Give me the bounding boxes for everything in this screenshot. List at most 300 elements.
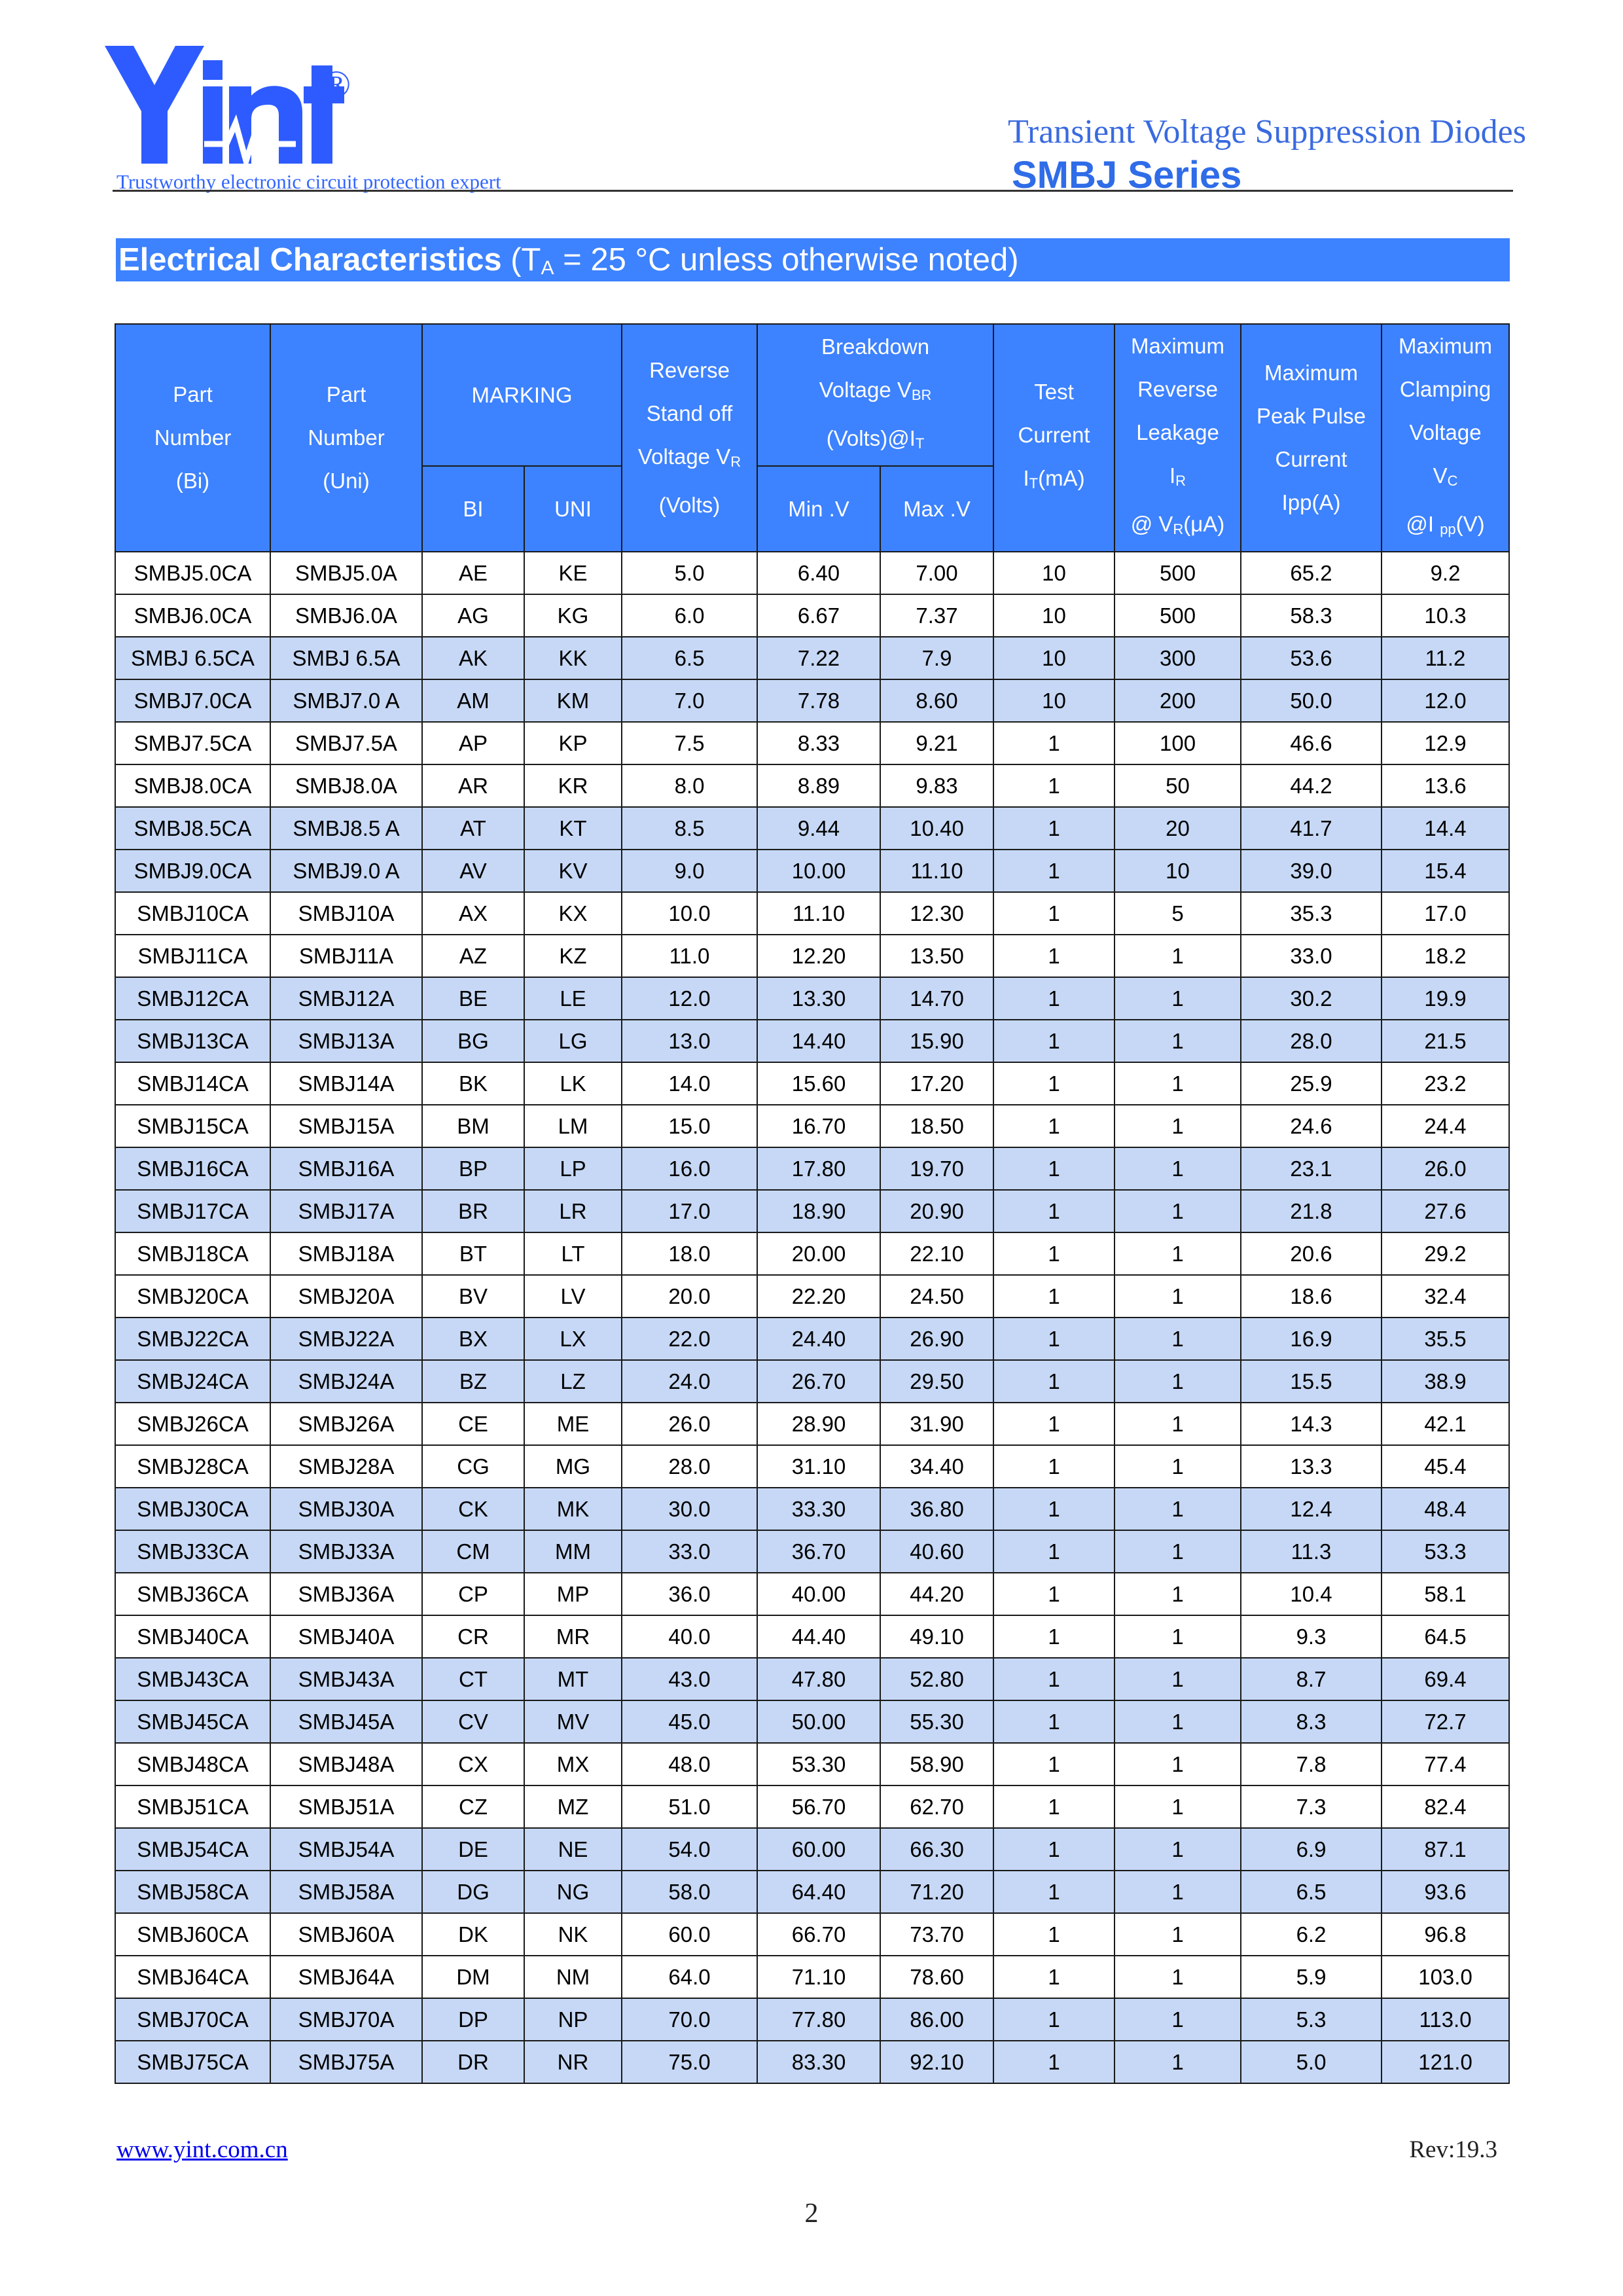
- cell-vc: 11.2: [1382, 637, 1509, 679]
- cell-vbr-min: 40.00: [757, 1573, 880, 1615]
- cell-vbr-min: 31.10: [757, 1445, 880, 1488]
- cell-ir: 1: [1115, 1871, 1241, 1913]
- section-condition-close: = 25 °C unless otherwise noted): [554, 242, 1019, 278]
- cell-vbr-min: 8.89: [757, 764, 880, 807]
- cell-part-uni: SMBJ18A: [270, 1232, 422, 1275]
- electrical-characteristics-table: [115, 323, 1510, 2084]
- cell-marking-bi: DK: [422, 1913, 524, 1956]
- cell-part-bi: SMBJ45CA: [115, 1700, 270, 1743]
- cell-vbr-max: 11.10: [880, 850, 993, 892]
- cell-vc: 10.3: [1382, 594, 1509, 637]
- col-header-peak-pulse-current: Maximum Peak Pulse Current Ipp(A): [1241, 324, 1382, 552]
- cell-it: 1: [993, 1530, 1115, 1573]
- cell-vbr-max: 14.70: [880, 977, 993, 1020]
- cell-marking-uni: NK: [524, 1913, 622, 1956]
- cell-ir: 1: [1115, 2041, 1241, 2083]
- cell-vr: 8.0: [622, 764, 757, 807]
- cell-vr: 17.0: [622, 1190, 757, 1232]
- cell-vr: 16.0: [622, 1147, 757, 1190]
- cell-ir: 1: [1115, 1232, 1241, 1275]
- cell-part-bi: SMBJ15CA: [115, 1105, 270, 1147]
- cell-it: 1: [993, 1998, 1115, 2041]
- cell-part-uni: SMBJ16A: [270, 1147, 422, 1190]
- cell-marking-uni: KX: [524, 892, 622, 935]
- cell-vr: 5.0: [622, 552, 757, 594]
- cell-ir: 500: [1115, 552, 1241, 594]
- cell-vbr-max: 78.60: [880, 1956, 993, 1998]
- cell-part-uni: SMBJ15A: [270, 1105, 422, 1147]
- cell-ir: 1: [1115, 1403, 1241, 1445]
- cell-vbr-max: 24.50: [880, 1275, 993, 1318]
- cell-marking-uni: MX: [524, 1743, 622, 1785]
- cell-vc: 29.2: [1382, 1232, 1509, 1275]
- cell-vbr-max: 15.90: [880, 1020, 993, 1062]
- document-title: Transient Voltage Suppression Diodes: [1007, 113, 1526, 151]
- cell-part-bi: SMBJ8.5CA: [115, 807, 270, 850]
- cell-part-bi: SMBJ22CA: [115, 1318, 270, 1360]
- cell-vc: 26.0: [1382, 1147, 1509, 1190]
- cell-it: 1: [993, 1190, 1115, 1232]
- cell-vc: 32.4: [1382, 1275, 1509, 1318]
- cell-ipp: 11.3: [1241, 1530, 1382, 1573]
- cell-marking-uni: KR: [524, 764, 622, 807]
- cell-vbr-max: 52.80: [880, 1658, 993, 1700]
- cell-vbr-max: 66.30: [880, 1828, 993, 1871]
- cell-part-uni: SMBJ24A: [270, 1360, 422, 1403]
- cell-ipp: 65.2: [1241, 552, 1382, 594]
- cell-ipp: 13.3: [1241, 1445, 1382, 1488]
- cell-part-bi: SMBJ13CA: [115, 1020, 270, 1062]
- cell-it: 1: [993, 1062, 1115, 1105]
- cell-part-uni: SMBJ11A: [270, 935, 422, 977]
- cell-it: 10: [993, 552, 1115, 594]
- cell-ipp: 8.3: [1241, 1700, 1382, 1743]
- table-row: [115, 1275, 1509, 1318]
- cell-vbr-min: 66.70: [757, 1913, 880, 1956]
- cell-marking-uni: NP: [524, 1998, 622, 2041]
- cell-vr: 13.0: [622, 1020, 757, 1062]
- cell-vbr-max: 18.50: [880, 1105, 993, 1147]
- cell-vbr-max: 40.60: [880, 1530, 993, 1573]
- cell-vbr-min: 17.80: [757, 1147, 880, 1190]
- cell-marking-bi: CE: [422, 1403, 524, 1445]
- cell-vc: 96.8: [1382, 1913, 1509, 1956]
- table-row: [115, 1658, 1509, 1700]
- cell-it: 1: [993, 2041, 1115, 2083]
- cell-marking-uni: NM: [524, 1956, 622, 1998]
- cell-ipp: 33.0: [1241, 935, 1382, 977]
- cell-part-uni: SMBJ9.0 A: [270, 850, 422, 892]
- section-condition-open: (T: [501, 242, 541, 278]
- cell-marking-uni: KZ: [524, 935, 622, 977]
- cell-it: 1: [993, 1105, 1115, 1147]
- cell-ipp: 21.8: [1241, 1190, 1382, 1232]
- website-link[interactable]: www.yint.com.cn: [116, 2136, 288, 2163]
- cell-vr: 14.0: [622, 1062, 757, 1105]
- cell-part-bi: SMBJ60CA: [115, 1913, 270, 1956]
- cell-marking-uni: LK: [524, 1062, 622, 1105]
- cell-part-uni: SMBJ20A: [270, 1275, 422, 1318]
- cell-vc: 64.5: [1382, 1615, 1509, 1658]
- cell-vc: 53.3: [1382, 1530, 1509, 1573]
- cell-part-uni: SMBJ6.0A: [270, 594, 422, 637]
- cell-vr: 48.0: [622, 1743, 757, 1785]
- table-row: [115, 1488, 1509, 1530]
- cell-it: 1: [993, 1956, 1115, 1998]
- cell-ir: 1: [1115, 1488, 1241, 1530]
- cell-vbr-min: 33.30: [757, 1488, 880, 1530]
- table-row: [115, 1956, 1509, 1998]
- cell-vr: 60.0: [622, 1913, 757, 1956]
- cell-ir: 1: [1115, 1360, 1241, 1403]
- cell-vc: 72.7: [1382, 1700, 1509, 1743]
- cell-ir: 20: [1115, 807, 1241, 850]
- cell-marking-uni: ME: [524, 1403, 622, 1445]
- cell-vr: 33.0: [622, 1530, 757, 1573]
- cell-vbr-min: 53.30: [757, 1743, 880, 1785]
- cell-marking-bi: DM: [422, 1956, 524, 1998]
- cell-vbr-min: 6.67: [757, 594, 880, 637]
- cell-marking-bi: CR: [422, 1615, 524, 1658]
- cell-it: 1: [993, 1147, 1115, 1190]
- cell-vc: 27.6: [1382, 1190, 1509, 1232]
- cell-vr: 15.0: [622, 1105, 757, 1147]
- cell-vc: 45.4: [1382, 1445, 1509, 1488]
- table-row: [115, 1530, 1509, 1573]
- cell-marking-bi: BR: [422, 1190, 524, 1232]
- cell-vbr-max: 9.83: [880, 764, 993, 807]
- cell-marking-bi: DE: [422, 1828, 524, 1871]
- cell-it: 1: [993, 1700, 1115, 1743]
- cell-vr: 40.0: [622, 1615, 757, 1658]
- cell-vbr-max: 19.70: [880, 1147, 993, 1190]
- cell-part-uni: SMBJ75A: [270, 2041, 422, 2083]
- cell-part-uni: SMBJ 6.5A: [270, 637, 422, 679]
- cell-marking-bi: BG: [422, 1020, 524, 1062]
- cell-it: 1: [993, 722, 1115, 764]
- cell-ipp: 25.9: [1241, 1062, 1382, 1105]
- cell-vbr-min: 12.20: [757, 935, 880, 977]
- cell-ir: 1: [1115, 1956, 1241, 1998]
- cell-it: 1: [993, 1785, 1115, 1828]
- cell-vr: 8.5: [622, 807, 757, 850]
- cell-vbr-min: 36.70: [757, 1530, 880, 1573]
- cell-vbr-min: 50.00: [757, 1700, 880, 1743]
- cell-part-bi: SMBJ26CA: [115, 1403, 270, 1445]
- cell-vc: 21.5: [1382, 1020, 1509, 1062]
- cell-marking-bi: CG: [422, 1445, 524, 1488]
- cell-vbr-min: 64.40: [757, 1871, 880, 1913]
- cell-ir: 1: [1115, 1318, 1241, 1360]
- series-name: SMBJ Series: [1012, 154, 1242, 196]
- cell-it: 1: [993, 1615, 1115, 1658]
- cell-vr: 7.5: [622, 722, 757, 764]
- cell-part-uni: SMBJ7.0 A: [270, 679, 422, 722]
- col-header-clamping-voltage: Maximum Clamping Voltage $V_C$ @I $_{pp}$(V): [1382, 324, 1509, 552]
- cell-marking-bi: BV: [422, 1275, 524, 1318]
- cell-marking-bi: AZ: [422, 935, 524, 977]
- cell-vr: 75.0: [622, 2041, 757, 2083]
- cell-vbr-max: 26.90: [880, 1318, 993, 1360]
- cell-it: 1: [993, 807, 1115, 850]
- cell-it: 1: [993, 1573, 1115, 1615]
- registered-mark: ®: [322, 63, 351, 105]
- cell-ipp: 6.2: [1241, 1913, 1382, 1956]
- cell-vbr-max: 31.90: [880, 1403, 993, 1445]
- cell-vbr-max: 29.50: [880, 1360, 993, 1403]
- table-row: [115, 1020, 1509, 1062]
- cell-vbr-min: 77.80: [757, 1998, 880, 2041]
- cell-vbr-min: 10.00: [757, 850, 880, 892]
- cell-ir: 1: [1115, 1275, 1241, 1318]
- cell-it: 1: [993, 1743, 1115, 1785]
- cell-part-bi: SMBJ8.0CA: [115, 764, 270, 807]
- cell-vbr-min: 83.30: [757, 2041, 880, 2083]
- cell-marking-uni: NG: [524, 1871, 622, 1913]
- cell-ir: 1: [1115, 1785, 1241, 1828]
- col-header-vbr-max: Max .V: [880, 466, 993, 552]
- cell-ipp: 5.3: [1241, 1998, 1382, 2041]
- cell-marking-bi: BX: [422, 1318, 524, 1360]
- cell-vc: 14.4: [1382, 807, 1509, 850]
- cell-vbr-max: 7.37: [880, 594, 993, 637]
- cell-vbr-max: 36.80: [880, 1488, 993, 1530]
- table-row: [115, 679, 1509, 722]
- cell-vbr-min: 7.78: [757, 679, 880, 722]
- section-title: Electrical Characteristics: [118, 242, 502, 278]
- table-row: [115, 807, 1509, 850]
- table-row: [115, 1615, 1509, 1658]
- cell-part-bi: SMBJ5.0CA: [115, 552, 270, 594]
- cell-ir: 200: [1115, 679, 1241, 722]
- cell-part-uni: SMBJ26A: [270, 1403, 422, 1445]
- cell-marking-uni: MV: [524, 1700, 622, 1743]
- cell-vr: 70.0: [622, 1998, 757, 2041]
- cell-ipp: 41.7: [1241, 807, 1382, 850]
- cell-ir: 1: [1115, 1828, 1241, 1871]
- cell-marking-bi: BE: [422, 977, 524, 1020]
- table-row: [115, 1743, 1509, 1785]
- cell-part-uni: SMBJ14A: [270, 1062, 422, 1105]
- cell-vc: 24.4: [1382, 1105, 1509, 1147]
- cell-vbr-min: 71.10: [757, 1956, 880, 1998]
- cell-vc: 77.4: [1382, 1743, 1509, 1785]
- cell-ipp: 12.4: [1241, 1488, 1382, 1530]
- cell-vr: 54.0: [622, 1828, 757, 1871]
- cell-part-uni: SMBJ43A: [270, 1658, 422, 1700]
- cell-part-bi: SMBJ36CA: [115, 1573, 270, 1615]
- table-row: [115, 1913, 1509, 1956]
- cell-vr: 20.0: [622, 1275, 757, 1318]
- cell-part-uni: SMBJ12A: [270, 977, 422, 1020]
- table-row: [115, 935, 1509, 977]
- table-row: [115, 1828, 1509, 1871]
- cell-vr: 7.0: [622, 679, 757, 722]
- cell-marking-uni: LE: [524, 977, 622, 1020]
- cell-marking-uni: MG: [524, 1445, 622, 1488]
- cell-it: 1: [993, 892, 1115, 935]
- table-row: [115, 850, 1509, 892]
- cell-part-uni: SMBJ36A: [270, 1573, 422, 1615]
- cell-vr: 28.0: [622, 1445, 757, 1488]
- cell-part-uni: SMBJ40A: [270, 1615, 422, 1658]
- cell-part-uni: SMBJ30A: [270, 1488, 422, 1530]
- table-body: [115, 552, 1509, 2083]
- cell-ipp: 6.9: [1241, 1828, 1382, 1871]
- cell-marking-bi: CV: [422, 1700, 524, 1743]
- cell-vbr-min: 22.20: [757, 1275, 880, 1318]
- cell-part-uni: SMBJ51A: [270, 1785, 422, 1828]
- cell-part-bi: SMBJ58CA: [115, 1871, 270, 1913]
- cell-ir: 1: [1115, 1700, 1241, 1743]
- cell-vc: 35.5: [1382, 1318, 1509, 1360]
- table-row: [115, 722, 1509, 764]
- cell-vc: 87.1: [1382, 1828, 1509, 1871]
- cell-marking-bi: CK: [422, 1488, 524, 1530]
- cell-marking-bi: AV: [422, 850, 524, 892]
- cell-part-bi: SMBJ70CA: [115, 1998, 270, 2041]
- revision-label: Rev:19.3: [1409, 2136, 1497, 2163]
- cell-vbr-min: 24.40: [757, 1318, 880, 1360]
- cell-vbr-min: 11.10: [757, 892, 880, 935]
- cell-it: 10: [993, 637, 1115, 679]
- cell-ipp: 16.9: [1241, 1318, 1382, 1360]
- cell-it: 10: [993, 594, 1115, 637]
- table-row: [115, 764, 1509, 807]
- cell-vr: 12.0: [622, 977, 757, 1020]
- cell-ir: 1: [1115, 977, 1241, 1020]
- cell-ipp: 23.1: [1241, 1147, 1382, 1190]
- cell-part-bi: SMBJ9.0CA: [115, 850, 270, 892]
- table-row: [115, 1232, 1509, 1275]
- col-header-part-uni: Part Number (Uni): [270, 324, 422, 552]
- cell-vbr-max: 73.70: [880, 1913, 993, 1956]
- table-row: [115, 552, 1509, 594]
- cell-marking-uni: LP: [524, 1147, 622, 1190]
- cell-vbr-max: 44.20: [880, 1573, 993, 1615]
- cell-part-bi: SMBJ18CA: [115, 1232, 270, 1275]
- cell-ir: 1: [1115, 1062, 1241, 1105]
- cell-ir: 1: [1115, 1743, 1241, 1785]
- col-header-marking: MARKING: [422, 324, 622, 466]
- cell-marking-uni: MZ: [524, 1785, 622, 1828]
- cell-marking-bi: CX: [422, 1743, 524, 1785]
- cell-vr: 6.5: [622, 637, 757, 679]
- table-row: [115, 1318, 1509, 1360]
- cell-ir: 1: [1115, 1147, 1241, 1190]
- cell-vbr-min: 14.40: [757, 1020, 880, 1062]
- cell-ipp: 10.4: [1241, 1573, 1382, 1615]
- table-row: [115, 1147, 1509, 1190]
- cell-it: 1: [993, 1275, 1115, 1318]
- cell-it: 1: [993, 1445, 1115, 1488]
- cell-vc: 23.2: [1382, 1062, 1509, 1105]
- cell-marking-uni: LT: [524, 1232, 622, 1275]
- cell-marking-uni: LZ: [524, 1360, 622, 1403]
- cell-ir: 1: [1115, 1020, 1241, 1062]
- cell-vbr-max: 9.21: [880, 722, 993, 764]
- cell-it: 10: [993, 679, 1115, 722]
- cell-vr: 30.0: [622, 1488, 757, 1530]
- cell-vbr-max: 20.90: [880, 1190, 993, 1232]
- table-row: [115, 1998, 1509, 2041]
- cell-marking-bi: AE: [422, 552, 524, 594]
- cell-marking-uni: KG: [524, 594, 622, 637]
- cell-part-bi: SMBJ51CA: [115, 1785, 270, 1828]
- cell-ipp: 8.7: [1241, 1658, 1382, 1700]
- cell-part-uni: SMBJ64A: [270, 1956, 422, 1998]
- cell-part-uni: SMBJ10A: [270, 892, 422, 935]
- cell-vr: 22.0: [622, 1318, 757, 1360]
- cell-marking-bi: DP: [422, 1998, 524, 2041]
- cell-vbr-max: 13.50: [880, 935, 993, 977]
- cell-vc: 113.0: [1382, 1998, 1509, 2041]
- cell-vr: 43.0: [622, 1658, 757, 1700]
- cell-ir: 1: [1115, 1105, 1241, 1147]
- cell-marking-bi: AR: [422, 764, 524, 807]
- cell-marking-bi: CP: [422, 1573, 524, 1615]
- cell-ipp: 53.6: [1241, 637, 1382, 679]
- cell-it: 1: [993, 1828, 1115, 1871]
- cell-vc: 48.4: [1382, 1488, 1509, 1530]
- cell-ipp: 9.3: [1241, 1615, 1382, 1658]
- cell-part-bi: SMBJ43CA: [115, 1658, 270, 1700]
- cell-vr: 58.0: [622, 1871, 757, 1913]
- cell-part-bi: SMBJ6.0CA: [115, 594, 270, 637]
- cell-vbr-max: 7.00: [880, 552, 993, 594]
- cell-part-bi: SMBJ10CA: [115, 892, 270, 935]
- cell-part-bi: SMBJ7.0CA: [115, 679, 270, 722]
- col-header-breakdown-voltage: Breakdown Voltage $V_{BR}$ $(Volts)@I_T$: [757, 324, 993, 466]
- cell-vc: 19.9: [1382, 977, 1509, 1020]
- cell-it: 1: [993, 1488, 1115, 1530]
- cell-marking-bi: CM: [422, 1530, 524, 1573]
- cell-it: 1: [993, 1360, 1115, 1403]
- cell-vbr-max: 7.9: [880, 637, 993, 679]
- cell-vbr-min: 26.70: [757, 1360, 880, 1403]
- cell-vbr-min: 20.00: [757, 1232, 880, 1275]
- cell-part-uni: SMBJ8.5 A: [270, 807, 422, 850]
- cell-part-bi: SMBJ33CA: [115, 1530, 270, 1573]
- cell-marking-bi: CT: [422, 1658, 524, 1700]
- cell-part-bi: SMBJ16CA: [115, 1147, 270, 1190]
- cell-vc: 82.4: [1382, 1785, 1509, 1828]
- cell-vc: 15.4: [1382, 850, 1509, 892]
- cell-part-bi: SMBJ48CA: [115, 1743, 270, 1785]
- cell-vr: 64.0: [622, 1956, 757, 1998]
- cell-marking-bi: BP: [422, 1147, 524, 1190]
- cell-vr: 18.0: [622, 1232, 757, 1275]
- cell-marking-uni: LR: [524, 1190, 622, 1232]
- cell-marking-uni: MK: [524, 1488, 622, 1530]
- cell-vbr-min: 60.00: [757, 1828, 880, 1871]
- cell-vc: 13.6: [1382, 764, 1509, 807]
- cell-part-uni: SMBJ70A: [270, 1998, 422, 2041]
- cell-marking-bi: BM: [422, 1105, 524, 1147]
- cell-marking-uni: NE: [524, 1828, 622, 1871]
- cell-ir: 1: [1115, 1998, 1241, 2041]
- cell-marking-uni: MP: [524, 1573, 622, 1615]
- table-row: [115, 1062, 1509, 1105]
- cell-ipp: 5.0: [1241, 2041, 1382, 2083]
- cell-part-bi: SMBJ11CA: [115, 935, 270, 977]
- cell-ir: 50: [1115, 764, 1241, 807]
- cell-ir: 1: [1115, 1445, 1241, 1488]
- cell-part-uni: SMBJ48A: [270, 1743, 422, 1785]
- cell-ir: 1: [1115, 1530, 1241, 1573]
- cell-ipp: 6.5: [1241, 1871, 1382, 1913]
- cell-marking-bi: BZ: [422, 1360, 524, 1403]
